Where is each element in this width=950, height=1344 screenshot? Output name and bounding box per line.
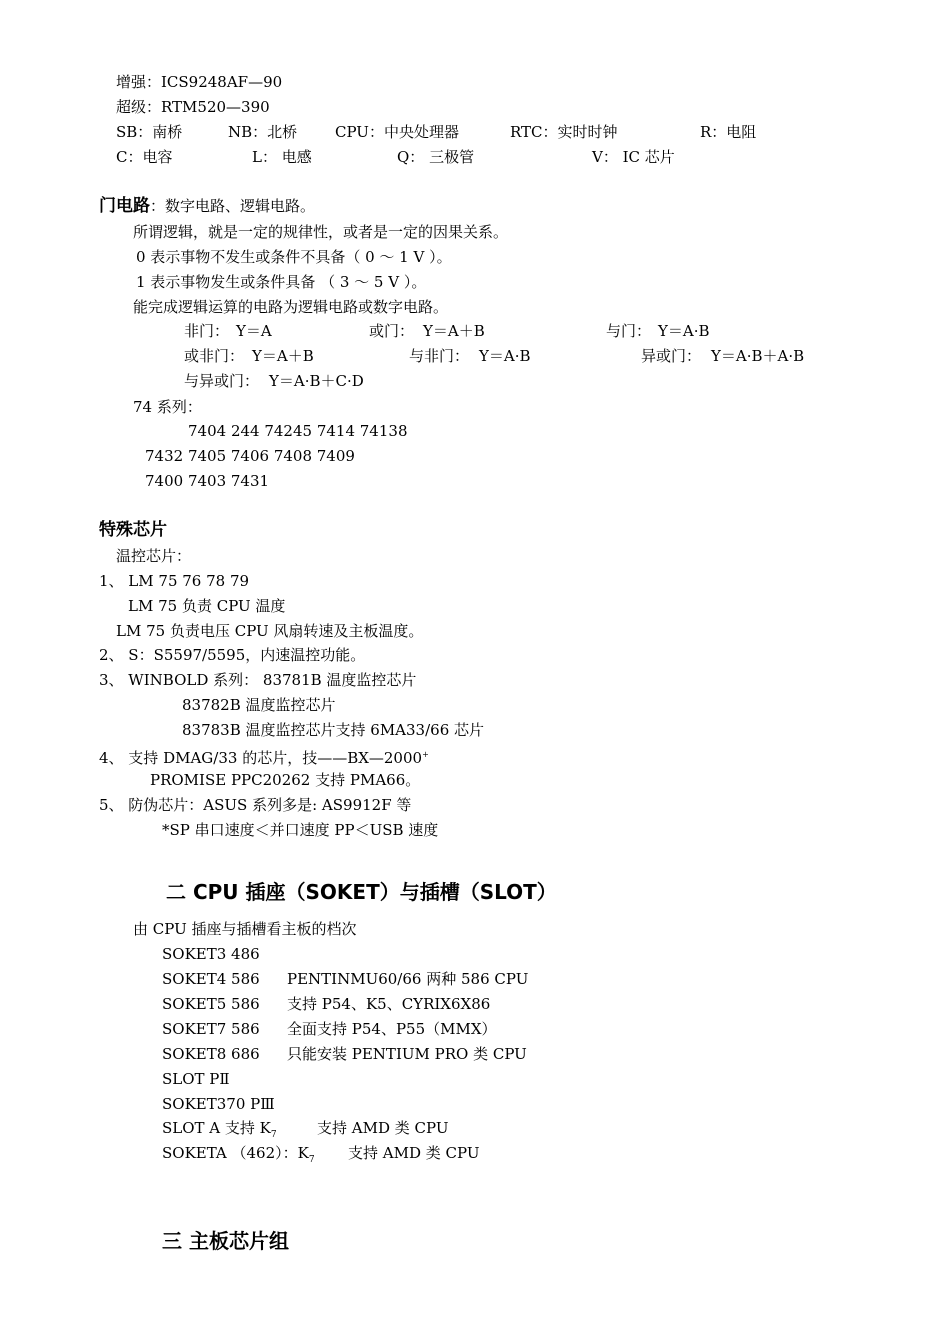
special-item-1b: LM 75 负责电压 CPU 风扇转速及主板温度。 [116, 622, 424, 640]
gate-line-3: 1 表示事物发生或条件具备 （ 3 ～ 5 V ）。 [136, 273, 427, 291]
series-row-3: 7400 7403 7431 [145, 472, 270, 490]
abbr-sb: SB：南桥 [116, 123, 183, 141]
slot-a-name [162, 1118, 277, 1145]
special-item-3a: 83782B 温度监控芯片 [182, 696, 336, 714]
gate-line-1: 所谓逻辑，就是一定的规律性，或者是一定的因果关系。 [133, 223, 509, 241]
gate-title-rest: ：数字电路、逻辑电路。 [150, 197, 316, 215]
special-title: 特殊芯片 [99, 520, 167, 540]
section-3-title: 三 主板芯片组 [162, 1229, 289, 1253]
text-super: 超级：RTM520—390 [116, 98, 270, 116]
soket-a-desc: 支持 AMD 类 CPU [348, 1144, 480, 1162]
andxor-gate-label: 与异或门： [184, 372, 260, 390]
nor-gate-expr: Y＝A＋B [252, 347, 314, 365]
or-gate-expr: Y＝A＋B [423, 322, 485, 340]
abbr-c: C：电容 [116, 148, 173, 166]
socket-name: SOKET3 486 [162, 945, 260, 963]
abbr-cpu: CPU：中央处理器 [335, 123, 459, 141]
section-2-intro: 由 CPU 插座与插槽看主板的档次 [133, 920, 357, 938]
socket-name: SOKET4 586 [162, 970, 260, 988]
xor-gate-label: 异或门： [641, 347, 702, 365]
abbr-v: V： IC 芯片 [592, 148, 675, 166]
gate-title-line [99, 196, 315, 216]
gate-line-2: 0 表示事物不发生或条件不具备（ 0 ～ 1 V ）。 [136, 248, 452, 266]
special-item-2: 2、 S：S5597/5595，内速温控功能。 [99, 646, 366, 664]
gate-line-4: 能完成逻辑运算的电路为逻辑电路或数字电路。 [133, 298, 449, 316]
special-item-1: 1、 LM 75 76 78 79 [99, 572, 250, 590]
not-gate-label: 非门： [184, 322, 230, 340]
socket-desc: 只能安装 PENTIUM PRO 类 CPU [287, 1045, 527, 1063]
slot-a-text: SLOT A 支持 K [162, 1119, 271, 1137]
nand-gate-label: 与非门： [409, 347, 470, 365]
soket-a-text: SOKETA （462）：K [162, 1144, 309, 1162]
abbr-q: Q： 三极管 [397, 148, 475, 166]
not-gate-expr: Y＝A [236, 322, 272, 340]
special-item-4-text: 4、 支持 DMAG/33 的芯片，技——BX—2000 [99, 749, 423, 767]
section-2-title: 二 CPU 插座（SOKET）与插槽（SLOT） [166, 880, 557, 904]
socket-desc: PENTINMU60/66 两种 586 CPU [287, 970, 529, 988]
abbr-rtc: RTC：实时时钟 [510, 123, 618, 141]
series-row-1: 7404 244 74245 7414 74138 [188, 422, 408, 440]
socket-name: SOKET370 PⅢ [162, 1095, 275, 1113]
series-row-2: 7432 7405 7406 7408 7409 [145, 447, 355, 465]
and-gate-expr: Y＝A·B [658, 322, 710, 340]
slot-a-sub: 7 [270, 1130, 277, 1140]
series-title: 74 系列： [133, 398, 202, 416]
special-item-4 [99, 745, 429, 768]
abbr-l: L： 电感 [252, 148, 312, 166]
socket-desc: 全面支持 P54、P55（MMX） [287, 1020, 497, 1038]
nand-gate-expr: Y＝A·B [479, 347, 531, 365]
soket-a-name [162, 1143, 315, 1170]
andxor-gate-expr: Y＝A·B＋C·D [269, 372, 364, 390]
special-item-5a: *SP 串口速度＜并口速度 PP＜USB 速度 [162, 821, 439, 839]
soket-a-sub: 7 [308, 1155, 315, 1165]
special-item-3: 3、 WINBOLD 系列： 83781B 温度监控芯片 [99, 671, 417, 689]
special-item-1a: LM 75 负责 CPU 温度 [128, 597, 286, 615]
socket-desc: 支持 P54、K5、CYRIX6X86 [287, 995, 491, 1013]
text-enhanced: 增强：ICS9248AF—90 [116, 73, 283, 91]
slot-a-desc: 支持 AMD 类 CPU [317, 1119, 449, 1137]
abbr-nb: NB：北桥 [228, 123, 298, 141]
socket-name: SOKET8 686 [162, 1045, 260, 1063]
nor-gate-label: 或非门： [184, 347, 245, 365]
socket-name: SLOT PⅡ [162, 1070, 230, 1088]
gate-title: 门电路 [99, 196, 150, 216]
and-gate-label: 与门： [606, 322, 652, 340]
special-item-4a: PROMISE PPC20262 支持 PMA66。 [150, 771, 421, 789]
special-temp: 温控芯片： [116, 547, 192, 565]
socket-name: SOKET7 586 [162, 1020, 260, 1038]
special-item-5: 5、 防伪芯片：ASUS 系列多是: AS9912F 等 [99, 796, 412, 814]
socket-name: SOKET5 586 [162, 995, 260, 1013]
abbr-r: R：电阻 [700, 123, 757, 141]
xor-gate-expr: Y＝A·B＋A·B [711, 347, 805, 365]
or-gate-label: 或门： [369, 322, 415, 340]
special-item-3b: 83783B 温度监控芯片支持 6MA33/66 芯片 [182, 721, 485, 739]
special-item-4-sup: + [422, 750, 429, 759]
